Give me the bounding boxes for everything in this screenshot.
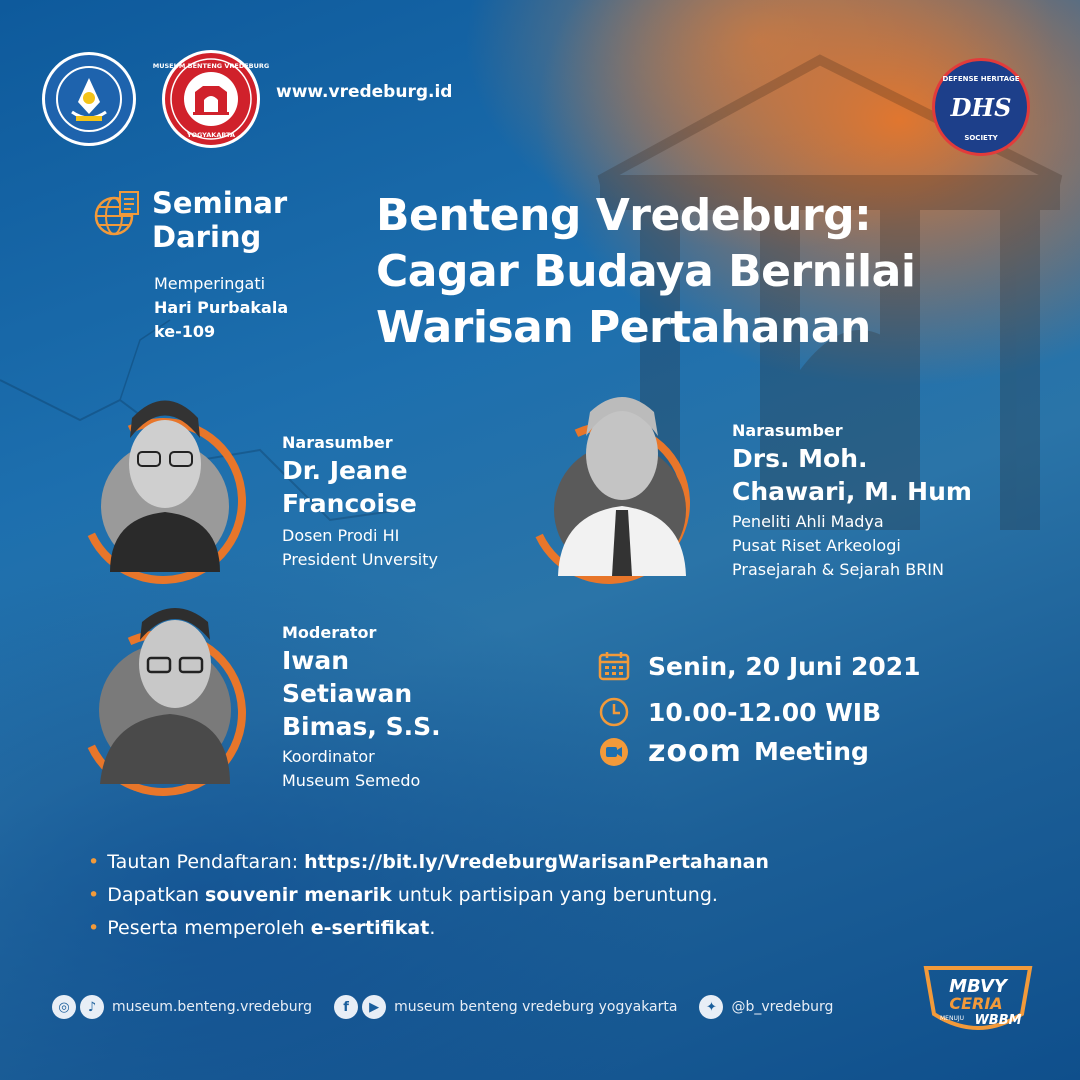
kemdikbud-logo	[42, 52, 136, 146]
speaker-desc-line3: Prasejarah & Sejarah BRIN	[732, 560, 944, 579]
event-date: Senin, 20 Juni 2021	[648, 651, 921, 681]
speaker-desc-line1: Koordinator	[282, 747, 375, 766]
commemoration-line2: Hari Purbakala	[154, 298, 289, 317]
speaker-name-line1: Dr. Jeane	[282, 456, 408, 485]
bullet-text: Tautan Pendaftaran:	[107, 851, 305, 873]
tiktok-icon[interactable]: ♪	[80, 995, 104, 1019]
badge-line2: CERIA	[949, 994, 1003, 1013]
dhs-emblem	[938, 64, 1024, 150]
speaker-desc-line2: Pusat Riset Arkeologi	[732, 536, 901, 555]
moderator-info-iwan	[282, 622, 441, 793]
commemoration-line3: ke-109	[154, 322, 216, 341]
social-handle-instagram[interactable]: museum.benteng.vredeburg	[112, 999, 313, 1015]
museum-gate-emblem	[152, 56, 270, 142]
zoom-brand: zoom	[648, 734, 742, 769]
event-time-row	[598, 696, 881, 728]
title-line3: Warisan Pertahanan	[376, 302, 871, 353]
moderator-photo-iwan	[80, 600, 256, 784]
speaker-name-line3: Bimas, S.S.	[282, 712, 441, 741]
portrait-silhouette	[90, 388, 240, 572]
speaker-name-line2: Setiawan	[282, 679, 413, 708]
instagram-icon[interactable]: ◎	[52, 995, 76, 1019]
dhs-monogram: DHS	[950, 93, 1012, 122]
mbvy-ceria-badge	[918, 962, 1038, 1042]
tut-wuri-handayani-emblem	[54, 64, 124, 134]
event-time: 10.00-12.00 WIB	[648, 697, 882, 727]
seminar-title	[376, 188, 1056, 356]
bullet-bold: e-sertifikat	[310, 917, 430, 939]
bullet-text: Dapatkan	[107, 884, 206, 906]
speaker-name-line1: Iwan	[282, 646, 350, 675]
speaker-name-line1: Drs. Moh.	[732, 444, 868, 473]
speaker-desc-line2: President Unversity	[282, 550, 438, 569]
speaker-role: Moderator	[282, 623, 377, 642]
bullet-text: Peserta memperoleh	[107, 917, 311, 939]
dhs-bottom-text: SOCIETY	[964, 134, 998, 142]
event-date-row	[598, 650, 921, 682]
defense-heritage-society-logo	[932, 58, 1030, 156]
bullet-dot: •	[88, 917, 100, 939]
speaker-name-line2: Chawari, M. Hum	[732, 477, 972, 506]
commemoration-line1: Memperingati	[154, 274, 266, 293]
speaker-name-line2: Francoise	[282, 489, 417, 518]
social-handle-twitter[interactable]: @b_vredeburg	[731, 999, 834, 1015]
youtube-icon[interactable]: ▶	[362, 995, 386, 1019]
bullet-dot: •	[88, 884, 100, 906]
bullet-text: .	[429, 917, 436, 939]
speaker-role: Narasumber	[732, 421, 843, 440]
speaker-info-jeane	[282, 432, 438, 572]
museum-benteng-vredeburg-logo	[152, 50, 270, 148]
badge-small: MENUJU	[939, 1015, 965, 1022]
bullet-bold: souvenir menarik	[205, 884, 392, 906]
speaker-desc-line1: Dosen Prodi HI	[282, 526, 400, 545]
info-bullets	[88, 846, 1048, 945]
social-handle-facebook[interactable]: museum benteng vredeburg yogyakarta	[394, 999, 678, 1015]
calendar-icon	[598, 650, 630, 682]
speaker-info-chawari	[732, 420, 972, 582]
twitter-icon[interactable]: ✦	[699, 995, 723, 1019]
badge-line3: WBBM	[974, 1013, 1022, 1028]
museum-logo-ring-text: MUSEUM BENTENG VREDEBURG	[152, 62, 270, 70]
globe-document-icon	[92, 190, 140, 238]
portrait-silhouette	[90, 600, 240, 784]
bullet-souvenir	[88, 879, 1048, 912]
bullet-dot: •	[88, 851, 100, 873]
bullet-text: untuk partisipan yang beruntung.	[391, 884, 718, 906]
commemoration-text	[154, 272, 288, 344]
bullet-certificate	[88, 912, 1048, 945]
portrait-silhouette	[542, 386, 692, 576]
title-line2: Cagar Budaya Bernilai	[376, 246, 916, 297]
museum-logo-bottom-text: YOGYAKARTA	[186, 131, 236, 139]
dhs-top-text: DEFENSE HERITAGE	[942, 75, 1020, 83]
seminar-label: Seminar Daring	[152, 186, 288, 254]
speaker-desc-line2: Museum Semedo	[282, 771, 421, 790]
facebook-icon[interactable]: f	[334, 995, 358, 1019]
website-url[interactable]: www.vredeburg.id	[276, 82, 453, 102]
social-footer	[52, 992, 833, 1022]
video-camera-icon	[598, 736, 630, 768]
badge-line1: MBVY	[949, 976, 1007, 997]
speaker-photo-jeane	[80, 388, 256, 584]
title-line1: Benteng Vredeburg:	[376, 190, 872, 241]
event-platform-row	[598, 734, 869, 769]
platform-suffix: Meeting	[753, 737, 869, 766]
registration-link[interactable]: https://bit.ly/VredeburgWarisanPertahanan	[304, 851, 769, 873]
speaker-role: Narasumber	[282, 433, 393, 452]
speaker-desc-line1: Peneliti Ahli Madya	[732, 512, 884, 531]
speaker-photo-chawari	[528, 386, 708, 582]
bullet-registration	[88, 846, 1048, 879]
clock-icon	[598, 696, 630, 728]
